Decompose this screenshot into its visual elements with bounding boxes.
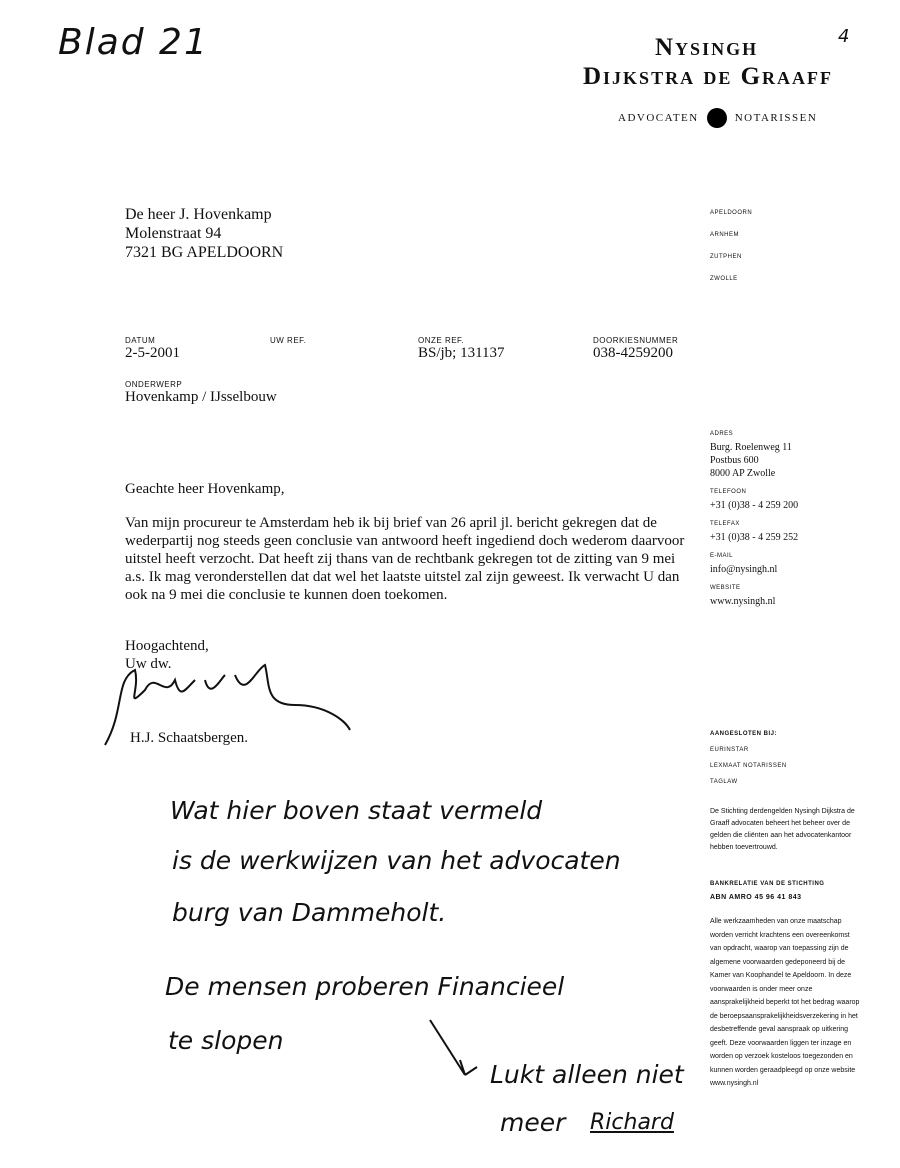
logo-line2: Dijkstra de Graaff — [583, 63, 834, 90]
office-list — [710, 210, 752, 298]
handwritten-note-line: De mensen proberen Financieel — [165, 972, 565, 1001]
logo-line1: Nysingh — [655, 34, 759, 61]
ref-phone — [593, 336, 678, 362]
letter-body: Van mijn procureur te Amsterdam heb ik bij brief van 26 april jl. bericht gekregen dat de wederpartij nog steeds geen conclusie van antwoord heeft ingediend doch wederom daarvoor uitstel heeft verzocht. Dat heeft zij thans van de rechtbank gekregen tot de zitting van 9 mei a.s. Ik mag veronderstellen dat dat wel het laatste uitstel zal zijn geweest. Ik verwacht U dan ook na 9 mei die conclusie te kunnen doen toekomen. — [125, 515, 685, 603]
foundation-note: De Stichting derdengelden Nysingh Dijkstra de Graaff advocaten beheert het beheer over de gelden die cliënten aan het advocatenkantoor hebben toevertrouwd. — [710, 808, 855, 851]
logo-tagline — [618, 108, 817, 128]
ref-date — [125, 336, 180, 362]
bank-info — [710, 878, 824, 904]
handwritten-note-line: te slopen — [168, 1026, 284, 1055]
ref-label: UW REF. — [270, 336, 307, 345]
salutation: Geachte heer Hovenkamp, — [125, 481, 285, 497]
affiliation: EURINSTAR — [710, 747, 749, 753]
contact-value: Burg. Roelenweg 11 — [710, 442, 792, 453]
contact-label: TELEFAX — [710, 521, 740, 527]
contact-value: +31 (0)38 - 4 259 252 — [710, 532, 799, 543]
contact-block — [710, 428, 798, 614]
logo-right-word: NOTARISSEN — [734, 112, 818, 124]
ref-label: DOORKIESNUMMER — [593, 336, 679, 345]
ref-our — [418, 336, 505, 362]
ref-value: BS/jb; 131137 — [418, 345, 505, 361]
ref-label: DATUM — [125, 336, 156, 345]
ref-value: 038-4259200 — [593, 345, 673, 361]
handwritten-note-line: Wat hier boven staat vermeld — [170, 796, 543, 825]
logo-dot-icon — [707, 108, 727, 128]
ref-label: ONZE REF. — [418, 336, 465, 345]
office: ARNHEM — [710, 232, 740, 238]
handwritten-note-line: Lukt alleen niet — [490, 1060, 684, 1089]
subject-label: ONDERWERP — [125, 380, 183, 389]
signer-name: H.J. Schaatsbergen. — [130, 730, 249, 746]
logo-left-word: ADVOCATEN — [618, 112, 699, 124]
office: APELDOORN — [710, 210, 753, 216]
contact-value: Postbus 600 — [710, 455, 759, 466]
bank-label: BANKRELATIE VAN DE STICHTING — [710, 881, 825, 887]
contact-label: WEBSITE — [710, 585, 741, 591]
recipient-street: Molenstraat 94 — [125, 225, 222, 242]
affiliation: LEXMAAT NOTARISSEN — [710, 763, 787, 769]
contact-value: +31 (0)38 - 4 259 200 — [710, 500, 799, 511]
handwritten-note-line: meer — [500, 1108, 566, 1137]
contact-label: E-MAIL — [710, 553, 734, 559]
recipient-city: 7321 BG APELDOORN — [125, 244, 284, 261]
ref-value: 2-5-2001 — [125, 345, 180, 361]
contact-value: 8000 AP Zwolle — [710, 468, 776, 479]
subject-value: Hovenkamp / IJsselbouw — [125, 389, 277, 405]
handwritten-note-line: is de werkwijzen van het advocaten — [172, 846, 621, 875]
handwritten-page-label: Blad 21 — [58, 22, 209, 63]
closing: Hoogachtend, — [125, 638, 209, 654]
contact-website: www.nysingh.nl — [710, 596, 776, 607]
recipient-address — [125, 205, 283, 262]
handwritten-arrow-icon — [425, 1015, 485, 1080]
recipient-name: De heer J. Hovenkamp — [125, 206, 272, 223]
handwritten-page-number: 4 — [838, 26, 852, 47]
office: ZWOLLE — [710, 276, 738, 282]
office: ZUTPHEN — [710, 254, 742, 260]
affiliation: TAGLAW — [710, 779, 738, 785]
terms-note: Alle werkzaamheden van onze maatschap worden verricht krachtens een overeenkomst van opdracht, waarop van toepassing zijn de algemene voorwaarden gedeponeerd bij de Kamer van Koophandel te Apeldoorn. In deze voorwaarden is onder meer onze aansprakelijkheid beperkt tot het bedrag waarop de beroepsaansprakelijkheidsverzekering in het desbetreffende geval aanspraak op uitkering geeft. Deze voorwaarden liggen ter inzage en worden op verzoek kosteloos toegezonden en kunnen worden geraadpleegd op onze website www.nysingh.nl — [710, 918, 860, 1087]
affiliations — [710, 728, 787, 789]
closing-2: Uw dw. — [125, 656, 172, 672]
handwritten-note-line: burg van Dammeholt. — [172, 898, 447, 927]
contact-email: info@nysingh.nl — [710, 564, 778, 575]
ref-your — [270, 336, 306, 345]
subject — [125, 380, 277, 406]
handwritten-signoff: Richard — [590, 1110, 674, 1135]
contact-label: TELEFOON — [710, 489, 747, 495]
affiliations-label: AANGESLOTEN BIJ: — [710, 731, 778, 737]
bank-value: ABN AMRO 45 96 41 843 — [710, 894, 802, 901]
contact-label: ADRES — [710, 431, 734, 437]
